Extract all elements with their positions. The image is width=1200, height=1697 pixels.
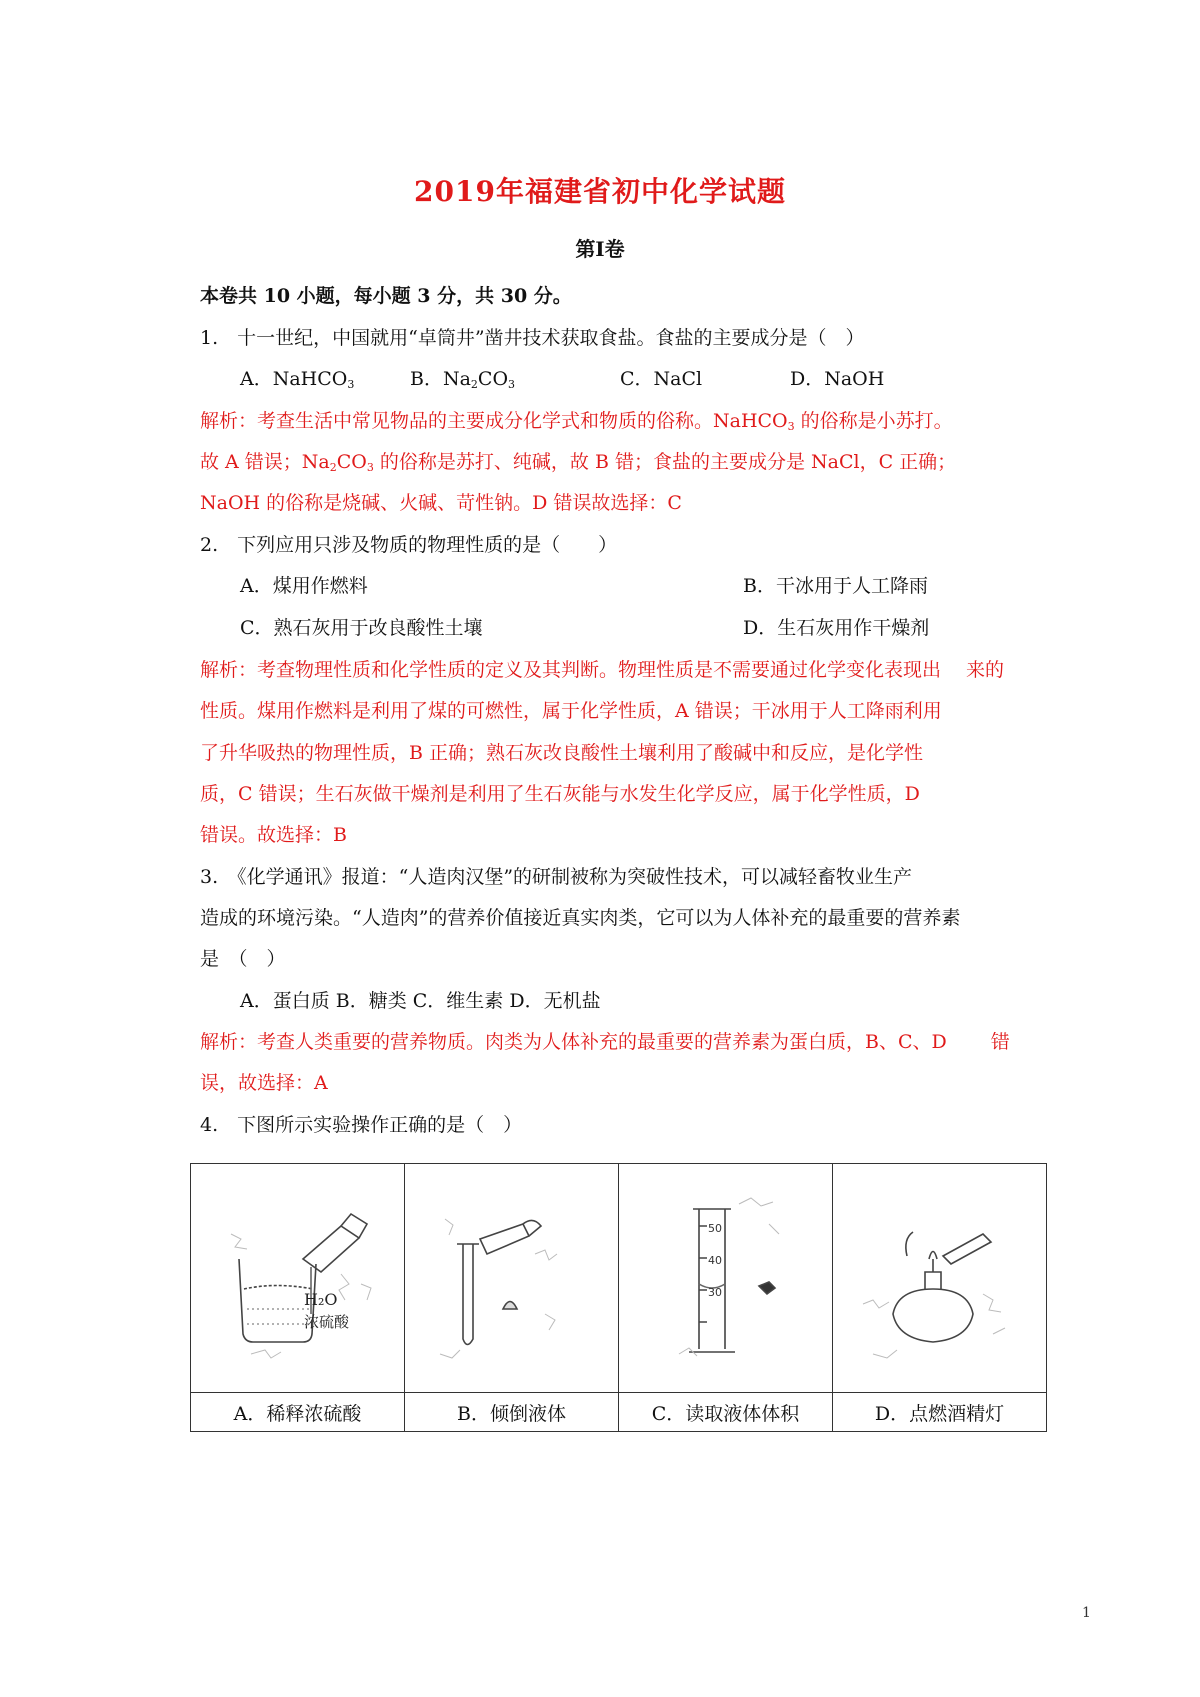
test-tube-pour-illustration [405, 1164, 618, 1392]
page-number: 1 [1082, 1605, 1091, 1621]
tick-label: 50 [708, 1222, 722, 1235]
q2-analysis-line: 质，C 错误；生石灰做干燥剂是利用了生石灰能与水发生化学反应，属于化学性质，D [200, 783, 920, 805]
q2-option-c: C．熟石灰用于改良酸性土壤 [240, 617, 483, 639]
q3-options: A．蛋白质 B．糖类 C．维生素 D．无机盐 [240, 990, 601, 1012]
q2-stem: 2. 下列应用只涉及物质的物理性质的是（ ） [200, 534, 618, 556]
q3-analysis-line: 解析：考查人类重要的营养物质。肉类为人体补充的最重要的营养素为蛋白质，B、C、D 错 [200, 1031, 1010, 1053]
q1-option-c: C．NaCl [620, 368, 703, 390]
q1-option-b: B．$Na_2CO_3$ [410, 368, 516, 391]
section-intro: 本卷共 10 小题，每小题 3 分，共 30 分。 [200, 285, 572, 307]
figure-caption-c: C．读取液体体积 [619, 1393, 833, 1432]
q2-option-a: A．煤用作燃料 [240, 575, 368, 597]
q2-analysis-line: 错误。故选择：B [200, 824, 347, 846]
q2-analysis-line: 了升华吸热的物理性质，B 正确；熟石灰改良酸性土壤利用了酸碱中和反应，是化学性 [200, 742, 924, 764]
q2-option-b: B．干冰用于人工降雨 [743, 575, 928, 597]
q1-analysis-line: NaOH 的俗称是烧碱、火碱、苛性钠。D 错误故选择：C [200, 492, 682, 514]
q1-analysis-line: 解析：考查生活中常见物品的主要成分化学式和物质的俗称。NaHCO$_3$ 的俗称是小苏打。 [200, 410, 953, 433]
figure-label-water: H₂O [304, 1290, 338, 1309]
q1-option-d: D．NaOH [790, 368, 885, 390]
q3-analysis-line: 误，故选择：A [200, 1072, 328, 1094]
q3-stem-line: 造成的环境污染。“人造肉”的营养价值接近真实肉类，它可以为人体补充的最重要的营养素 [200, 907, 961, 929]
q2-option-d: D．生石灰用作干燥剂 [743, 617, 930, 639]
tick-label: 30 [708, 1286, 722, 1299]
figure-light-lamp [833, 1164, 1047, 1393]
q4-stem: 4. 下图所示实验操作正确的是（ ） [200, 1114, 523, 1136]
figure-caption-a: A．稀释浓硫酸 [191, 1393, 405, 1432]
q3-stem-line: 是 （ ） [200, 948, 286, 970]
volume-heading: 第Ⅰ卷 [575, 237, 625, 261]
q2-analysis-line: 性质。煤用作燃料是利用了煤的可燃性，属于化学性质，A 错误；干冰用于人工降雨利用 [200, 700, 942, 722]
q1-option-a: A．NaHCO$_3$ [240, 368, 355, 391]
figure-read-volume [619, 1164, 833, 1393]
cylinder-read-illustration [619, 1164, 832, 1392]
q1-analysis-line: 故 A 错误；$Na_2CO_3$ 的俗称是苏打、纯碱，故 B 错；食盐的主要成分是 NaCl，C 正确； [200, 451, 957, 474]
figure-caption-b: B．倾倒液体 [405, 1393, 619, 1432]
figure-caption-d: D．点燃酒精灯 [833, 1393, 1047, 1432]
beaker-pour-illustration [191, 1164, 404, 1392]
alcohol-lamp-illustration [833, 1164, 1046, 1392]
q2-analysis-line: 解析：考查物理性质和化学性质的定义及其判断。物理性质是不需要通过化学变化表现出 来的 [200, 659, 1005, 681]
figure-dilute-acid [191, 1164, 405, 1393]
q4-figure-table [190, 1163, 1047, 1432]
q1-stem: 1. 十一世纪，中国就用“卓筒井”凿井技术获取食盐。食盐的主要成分是（ ） [200, 327, 865, 349]
tick-label: 40 [708, 1254, 722, 1267]
figure-label-acid: 浓硫酸 [304, 1313, 350, 1331]
q3-stem-line: 3. 《化学通讯》报道：“人造肉汉堡”的研制被称为突破性技术，可以减轻畜牧业生产 [200, 866, 913, 888]
exam-title: 2019年福建省初中化学试题 [414, 175, 786, 208]
figure-pour-liquid [405, 1164, 619, 1393]
